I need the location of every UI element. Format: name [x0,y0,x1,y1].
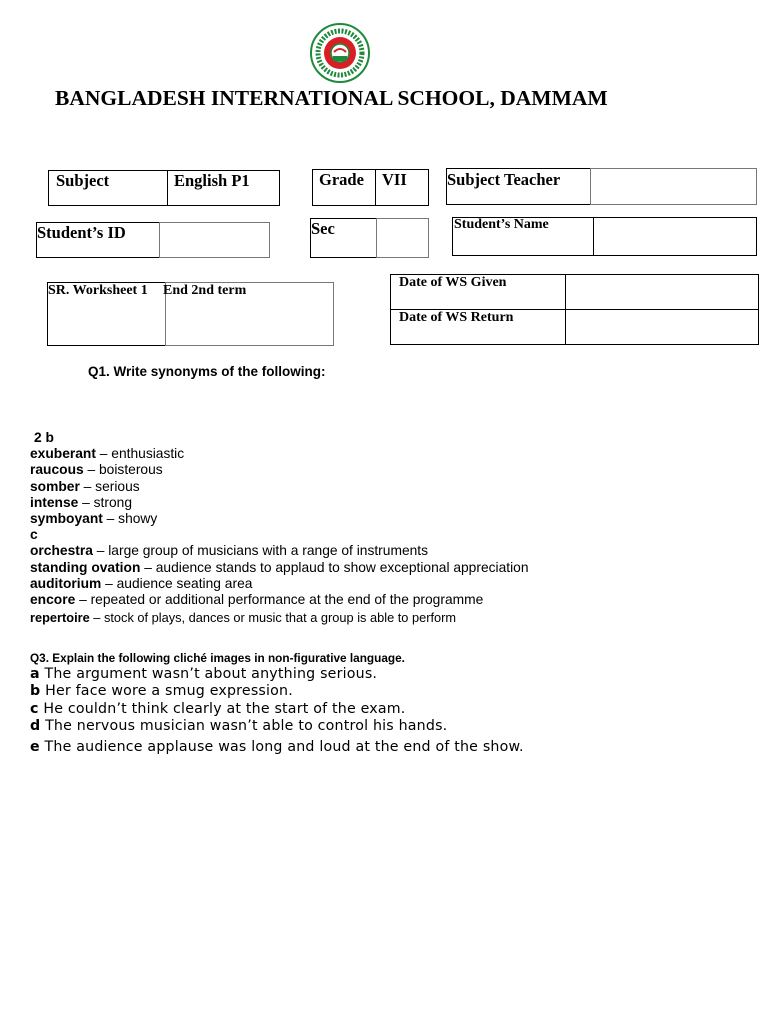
sec-label: Sec [311,219,335,238]
grade-label: Grade [319,170,364,189]
student-id-field[interactable] [159,222,270,258]
section-2b-label: 2 b [34,430,54,445]
vocabulary-list [30,430,529,608]
answer-line: c He couldn’t think clearly at the start of the exam. [30,700,406,717]
grade-value: VII [382,170,407,189]
answer-line: e The audience applause was long and loud at the end of the show. [30,738,524,755]
q3-answers [30,666,524,756]
date-return-field[interactable] [565,309,759,345]
school-title: BANGLADESH INTERNATIONAL SCHOOL, DAMMAM [55,86,608,110]
sec-field[interactable] [376,218,429,258]
answer-line: d The nervous musician wasn’t able to control his hands. [30,718,448,735]
section-c-label: c [30,527,38,543]
answer-line: b Her face wore a smug expression. [30,683,293,700]
list-item: orchestra – large group of musicians with a range of instruments [30,543,429,559]
date-given-field[interactable] [565,274,759,310]
list-item: standing ovation – audience stands to applaud to show exceptional appreciation [30,559,529,575]
list-item: symboyant – showy [30,511,158,527]
list-item: somber – serious [30,478,140,494]
date-return-label: Date of WS Return [399,310,514,325]
student-id-label: Student’s ID [37,223,126,242]
date-given-label: Date of WS Given [399,275,507,290]
student-name-label: Student’s Name [454,217,549,232]
list-item: raucous – boisterous [30,462,163,478]
list-item: intense – strong [30,494,132,510]
teacher-label: Subject Teacher [447,170,561,189]
teacher-value-field[interactable] [590,168,757,205]
q1-heading: Q1. Write synonyms of the following: [88,364,326,379]
subject-value: English P1 [174,171,250,190]
worksheet-label: SR. Worksheet 1 [48,283,148,298]
student-name-field[interactable] [593,217,757,256]
answer-line: a The argument wasn’t about anything serious. [30,666,378,682]
subject-label: Subject [56,171,110,190]
q3-heading: Q3. Explain the following cliché images in non-figurative language. [30,651,405,665]
school-logo-icon [306,22,374,84]
list-item: exuberant – enthusiastic [30,446,185,462]
list-item-repertoire: repertoire – stock of plays, dances or music that a group is able to perform [30,610,457,625]
term-label: End 2nd term [163,283,247,298]
list-item: auditorium – audience seating area [30,575,253,591]
list-item: encore – repeated or additional performance at the end of the programme [30,592,484,608]
